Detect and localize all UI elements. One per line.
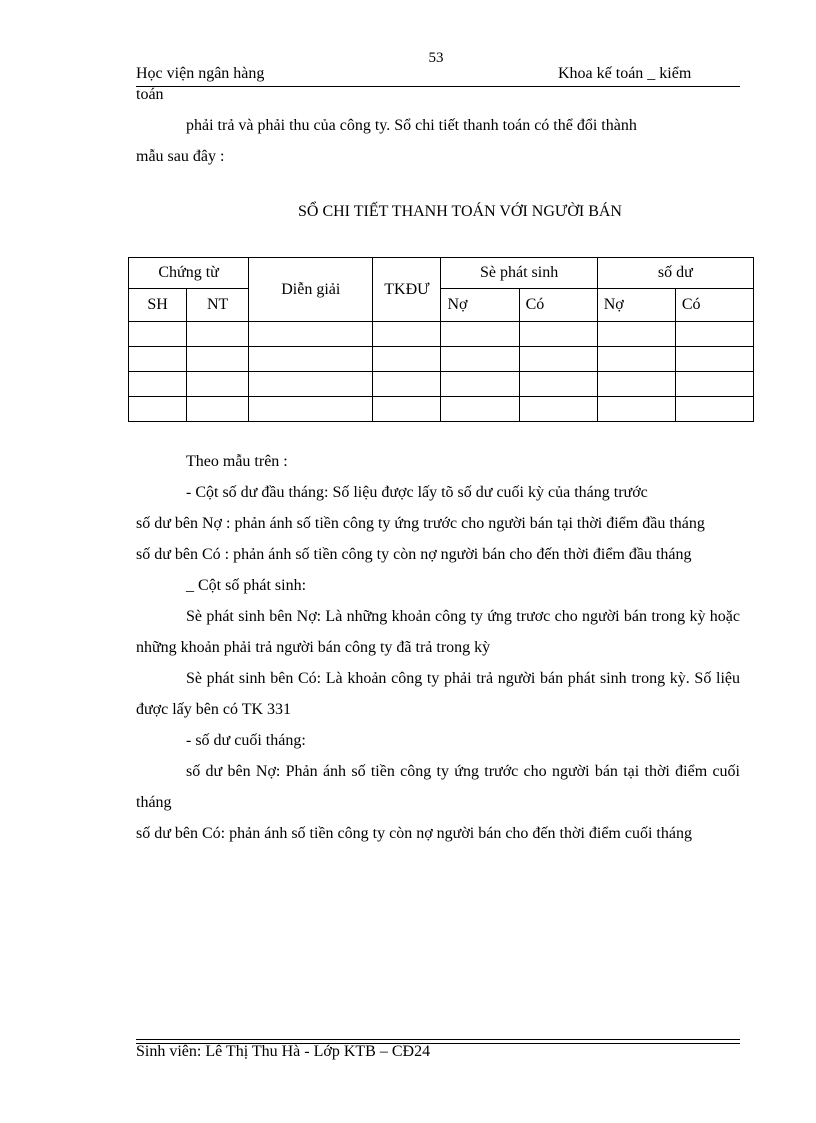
ledger-header-row-1 (129, 258, 754, 289)
footer-rule-top (136, 1039, 740, 1040)
table-cell[interactable] (519, 347, 597, 372)
table-row (129, 397, 754, 422)
table-cell[interactable] (187, 322, 249, 347)
paragraph-cuoi-thang-co: số dư bên Có: phản ánh số tiền công ty còn nợ người bán cho đến thời điểm cuối tháng (136, 825, 692, 842)
header-sh: SH (129, 289, 187, 322)
paragraph-phat-sinh-no: Sè phát sinh bên Nợ: Là những khoản công ty ứng trươc cho người bán trong kỳ hoặc những khoản phải trả người bán công ty đã trả trong kỳ (136, 608, 740, 656)
table-cell[interactable] (187, 347, 249, 372)
paragraph-phat-sinh-heading: _ Cột số phát sinh: (186, 577, 307, 594)
table-cell[interactable] (373, 322, 441, 347)
table-cell[interactable] (519, 372, 597, 397)
header-nt: NT (187, 289, 249, 322)
table-cell[interactable] (187, 372, 249, 397)
paragraph-phat-sinh-co: Sè phát sinh bên Có: Là khoản công ty phải trả người bán phát sinh trong kỳ. Số liệu được lấy bên có TK 331 (136, 670, 740, 718)
paragraph-dau-thang-co: số dư bên Có : phản ánh số tiền công ty còn nợ người bán cho đến thời điểm đầu tháng (136, 546, 692, 563)
table-cell[interactable] (249, 347, 373, 372)
header-chung-tu: Chứng từ (129, 258, 249, 289)
table-cell[interactable] (249, 322, 373, 347)
header-rule (136, 86, 740, 87)
paragraph-dau-thang-heading: - Cột số dư đầu tháng: Số liệu được lấy tõ số dư cuối kỳ của tháng trước (186, 484, 648, 501)
table-cell[interactable] (373, 347, 441, 372)
table-cell[interactable] (441, 347, 519, 372)
ledger-table (128, 257, 754, 422)
table-cell[interactable] (597, 397, 675, 422)
table-cell[interactable] (129, 322, 187, 347)
paragraph-theo-mau: Theo mẫu trên : (186, 453, 288, 470)
table-cell[interactable] (129, 347, 187, 372)
body-text (136, 446, 740, 849)
table-row (129, 347, 754, 372)
table-cell[interactable] (675, 372, 753, 397)
table-cell[interactable] (441, 397, 519, 422)
table-cell[interactable] (441, 322, 519, 347)
table-cell[interactable] (373, 372, 441, 397)
header-department-continuation: toán (136, 86, 164, 103)
header-phat-sinh-co: Có (519, 289, 597, 322)
ledger-header-row-2 (129, 289, 754, 322)
header-department: Khoa kế toán _ kiểm (558, 65, 692, 82)
ledger-title: SỔ CHI TIẾT THANH TOÁN VỚI NGƯỜI BÁN (298, 203, 622, 220)
header-dien-giai: Diễn giải (249, 258, 373, 322)
table-cell[interactable] (597, 372, 675, 397)
table-cell[interactable] (675, 397, 753, 422)
table-cell[interactable] (249, 397, 373, 422)
table-cell[interactable] (519, 397, 597, 422)
header-phat-sinh-no: Nợ (441, 289, 519, 322)
header-so-du-co: Có (675, 289, 753, 322)
table-row (129, 372, 754, 397)
table-cell[interactable] (249, 372, 373, 397)
table-cell[interactable] (597, 322, 675, 347)
paragraph-cuoi-thang-heading: - số dư cuối tháng: (186, 732, 306, 749)
table-cell[interactable] (187, 397, 249, 422)
page-number: 53 (428, 50, 444, 66)
header-tkdu: TKĐƯ (373, 258, 441, 322)
header-so-du-no: Nợ (597, 289, 675, 322)
header-phat-sinh: Sè phát sinh (441, 258, 597, 289)
table-cell[interactable] (373, 397, 441, 422)
footer-student: Sinh viên: Lê Thị Thu Hà - Lớp KTB – CĐ24 (136, 1043, 431, 1060)
table-cell[interactable] (675, 322, 753, 347)
table-row (129, 322, 754, 347)
paragraph-cuoi-thang-no: số dư bên Nợ: Phản ánh số tiền công ty ứng trước cho người bán tại thời điểm cuối tháng (136, 763, 740, 811)
header-institution: Học viện ngân hàng (136, 65, 265, 82)
intro-line-1: phải trả và phải thu của công ty. Sổ chi tiết thanh toán có thể đổi thành (186, 117, 637, 134)
table-cell[interactable] (519, 322, 597, 347)
table-cell[interactable] (441, 372, 519, 397)
table-cell[interactable] (129, 372, 187, 397)
intro-paragraph (136, 110, 740, 172)
table-cell[interactable] (129, 397, 187, 422)
intro-line-2: mẫu sau đây : (136, 148, 225, 165)
paragraph-dau-thang-no: số dư bên Nợ : phản ánh số tiền công ty ứng trước cho người bán tại thời điểm đầu tháng (136, 515, 705, 532)
table-cell[interactable] (597, 347, 675, 372)
table-cell[interactable] (675, 347, 753, 372)
header-so-du: số dư (597, 258, 753, 289)
